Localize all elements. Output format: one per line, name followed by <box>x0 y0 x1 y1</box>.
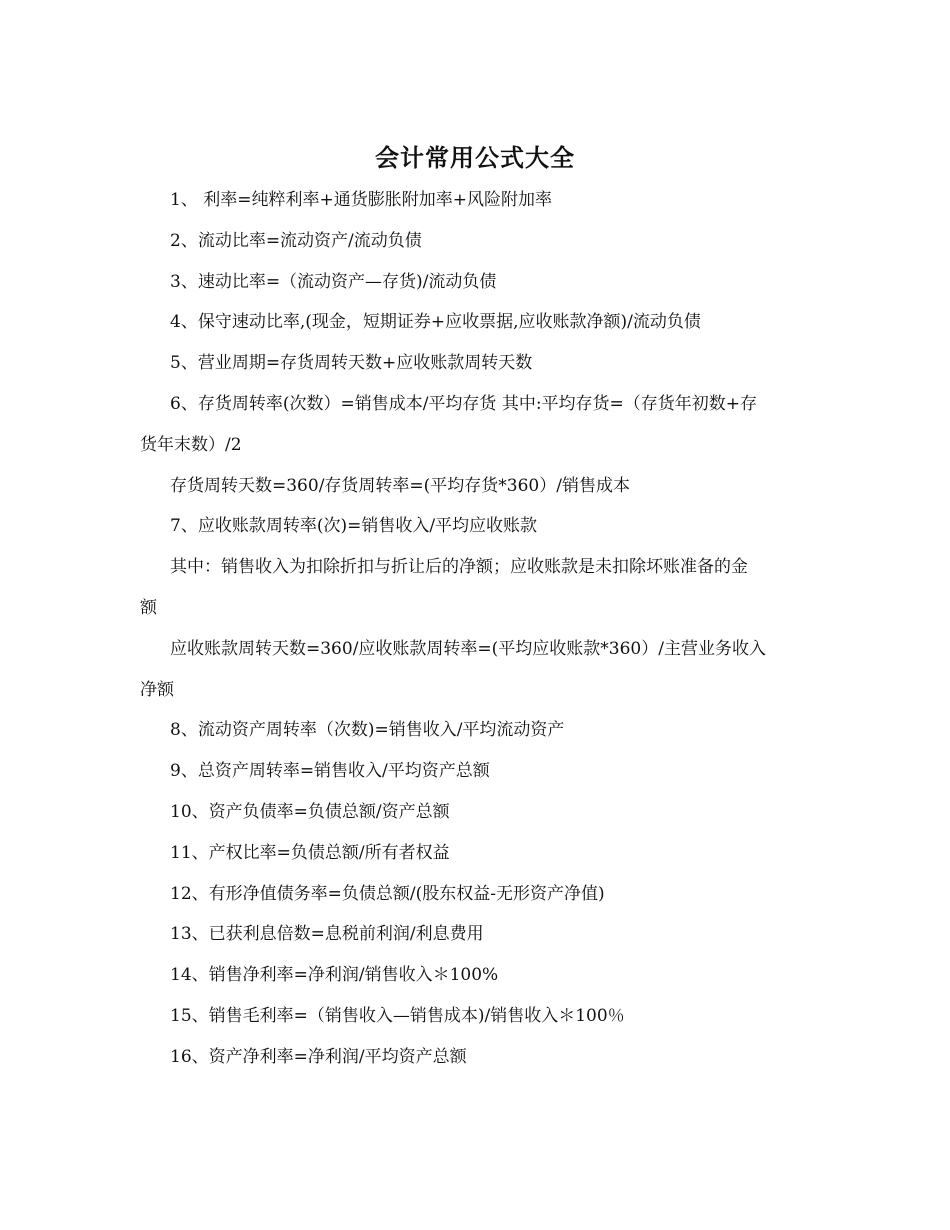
text-line: 净额 <box>140 679 174 700</box>
text-line: 15、销售毛利率=（销售收入—销售成本)/销售收入＊100％ <box>170 1005 625 1026</box>
text-line: 11、产权比率=负债总额/所有者权益 <box>170 842 450 863</box>
text-line: 存货周转天数=360/存货周转率=(平均存货*360）/销售成本 <box>170 475 630 496</box>
text-line: 6、存货周转率(次数）=销售成本/平均存货 其中:平均存货=（存货年初数+存 <box>170 393 758 414</box>
text-line: 4、保守速动比率,(现金，短期证券+应收票据,应收账款净额)/流动负债 <box>170 312 701 333</box>
document-title: 会计常用公式大全 <box>375 143 575 172</box>
text-line: 其中：销售收入为扣除折扣与折让后的净额；应收账款是未扣除坏账准备的金 <box>170 557 748 578</box>
text-line: 5、营业周期=存货周转天数+应收账款周转天数 <box>170 353 533 374</box>
text-line: 16、资产净利率=净利润/平均资产总额 <box>170 1046 467 1067</box>
text-line: 8、流动资产周转率（次数)=销售收入/平均流动资产 <box>170 720 565 741</box>
document-body <box>140 180 810 1078</box>
text-line: 10、资产负债率=负债总额/资产总额 <box>170 801 450 822</box>
text-line: 货年末数）/2 <box>140 434 242 455</box>
text-line: 额 <box>140 597 157 618</box>
text-line: 应收账款周转天数=360/应收账款周转率=(平均应收账款*360）/主营业务收入 <box>170 638 766 659</box>
text-line: 1、 利率=纯粹利率+通货膨胀附加率+风险附加率 <box>170 190 552 210</box>
text-line: 9、总资产周转率=销售收入/平均资产总额 <box>170 761 490 782</box>
text-line: 2、流动比率=流动资产/流动负债 <box>170 230 422 251</box>
text-line: 13、已获利息倍数=息税前利润/利息费用 <box>170 924 484 945</box>
text-line: 3、速动比率=（流动资产—存货)/流动负债 <box>170 271 497 292</box>
text-line: 7、应收账款周转率(次)=销售收入/平均应收账款 <box>170 516 538 537</box>
text-line: 12、有形净值债务率=负债总额/(股东权益-无形资产净值) <box>170 883 605 904</box>
text-line: 14、销售净利率=净利润/销售收入＊100% <box>170 965 499 986</box>
